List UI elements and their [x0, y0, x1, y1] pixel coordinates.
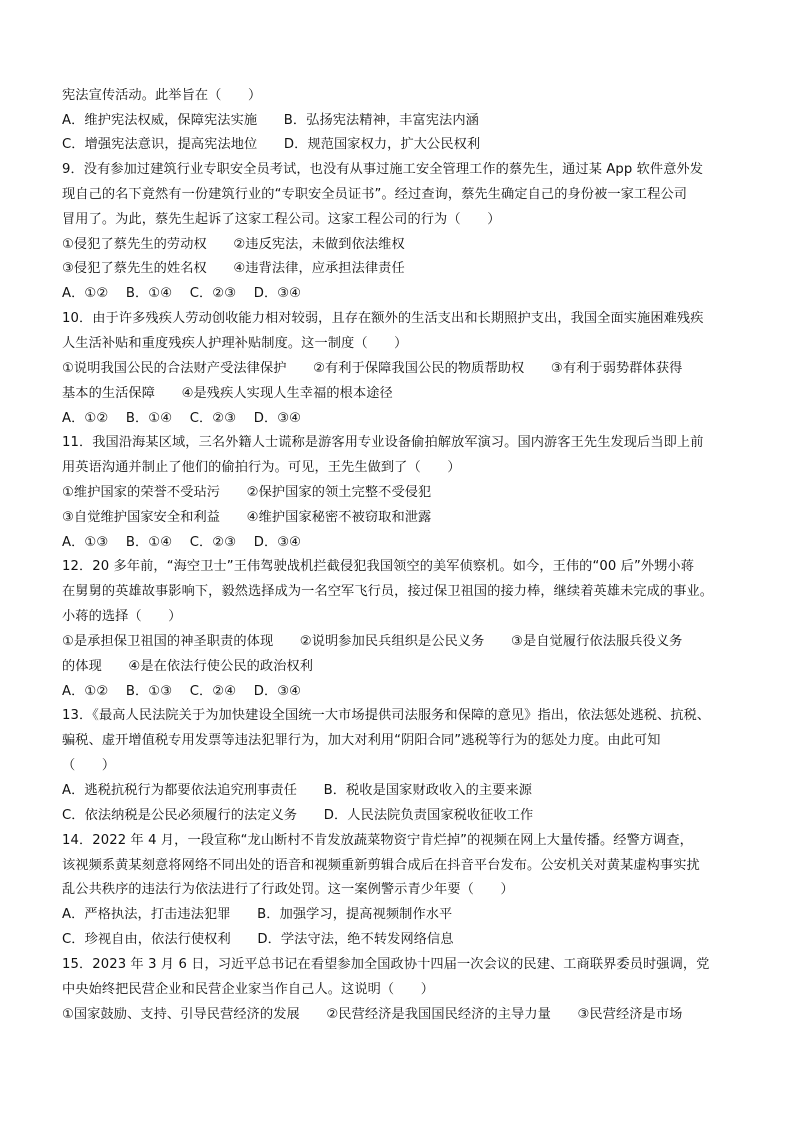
- option-line: A．维护宪法权威，保障宪法实施 B．弘扬宪法精神，丰富宪法内涵: [62, 113, 479, 128]
- statement-line: ①侵犯了蔡先生的劳动权 ②违反宪法，未做到依法维权: [62, 237, 405, 252]
- text-line: 在舅舅的英雄故事影响下，毅然选择成为一名空军飞行员，接过保卫祖国的接力棒，继续着英雄未完成的事业。: [62, 584, 714, 599]
- question-13: 13．《最高人民法院关于为加快建设全国统一大市场提供司法服务和保障的意见》指出，依法惩处逃税、抗税、: [62, 708, 711, 723]
- text-line: 冒用了。为此，蔡先生起诉了这家工程公司。这家工程公司的行为（ ）: [62, 212, 501, 227]
- statement-line: ①是承担保卫祖国的神圣职责的体现 ②说明参加民兵组织是公民义务 ③是自觉履行依法服兵役义务: [62, 634, 683, 649]
- option-line: A．①② B．①③ C．②④ D．③④: [62, 684, 302, 699]
- statement-line: 的体现 ④是在依法行使公民的政治权利: [62, 659, 314, 674]
- text-line: 人生活补贴和重度残疾人护理补贴制度。这一制度（ ）: [62, 336, 408, 351]
- option-line: A．逃税抗税行为都要依法追究刑事责任 B．税收是国家财政收入的主要来源: [62, 783, 533, 798]
- text-line: 中央始终把民营企业和民营企业家当作自己人。这说明（ ）: [62, 982, 435, 997]
- text-line: 乱公共秩序的违法行为依法进行了行政处罚。这一案例警示青少年要（ ）: [62, 882, 514, 897]
- question-12: 12．20 多年前，“海空卫士”王伟驾驶战机拦截侵犯我国领空的美军侦察机。如今，王伟的“00 后”外甥小蒋: [62, 559, 695, 574]
- statement-line: ①国家鼓励、支持、引导民营经济的发展 ②民营经济是我国国民经济的主导力量 ③民营经济是市场: [62, 1007, 683, 1022]
- text-line: 现自己的名下竟然有一份建筑行业的“专职安全员证书”。经过查询，蔡先生确定自己的身份被一家工程公司: [62, 187, 688, 202]
- question-14: 14．2022 年 4 月，一段宣称“龙山断村不肯发放蔬菜物资宁肯烂掉”的视频在网上大量传播。经警方调查，: [62, 833, 693, 848]
- text-line: 该视频系黄某刻意将网络不同出处的语音和视频重新剪辑合成后在抖音平台发布。公安机关对黄某虚构事实扰: [62, 858, 700, 873]
- statement-line: ③自觉维护国家安全和利益 ④维护国家秘密不被窃取和泄露: [62, 510, 432, 525]
- question-11: 11．我国沿海某区域，三名外籍人士谎称是游客用专业设备偷拍解放军演习。国内游客王先生发现后当即上前: [62, 435, 704, 450]
- text-line: （ ）: [62, 758, 116, 773]
- statement-line: ③侵犯了蔡先生的姓名权 ④违背法律，应承担法律责任: [62, 261, 405, 276]
- question-10: 10．由于许多残疾人劳动创收能力相对较弱，且存在额外的生活支出和长期照护支出，我国全面实施困难残疾: [62, 311, 704, 326]
- option-line: A．①② B．①④ C．②③ D．③④: [62, 411, 302, 426]
- statement-line: ①说明我国公民的合法财产受法律保护 ②有利于保障我国公民的物质帮助权 ③有利于弱势群体获得: [62, 361, 683, 376]
- option-line: C．珍视自由，依法行使权利 D．学法守法，绝不转发网络信息: [62, 932, 454, 947]
- statement-line: 基本的生活保障 ④是残疾人实现人生幸福的根本途径: [62, 386, 393, 401]
- option-line: A．①③ B．①④ C．②③ D．③④: [62, 535, 302, 550]
- text-line: 骗税、虚开增值税专用发票等违法犯罪行为，加大对利用“阴阳合同”逃税等行为的惩处力度。由此可知: [62, 733, 661, 748]
- text-line: 宪法宣传活动。此举旨在（ ）: [62, 88, 262, 103]
- question-9: 9．没有参加过建筑行业专职安全员考试，也没有从事过施工安全管理工作的蔡先生，通过某 App 软件意外发: [62, 162, 704, 177]
- option-line: C．增强宪法意识，提高宪法地位 D．规范国家权力，扩大公民权利: [62, 137, 481, 152]
- text-line: 用英语沟通并制止了他们的偷拍行为。可见，王先生做到了（ ）: [62, 460, 461, 475]
- option-line: C．依法纳税是公民必须履行的法定义务 D．人民法院负责国家税收征收工作: [62, 808, 534, 823]
- option-line: A．严格执法，打击违法犯罪 B．加强学习，提高视频制作水平: [62, 907, 453, 922]
- question-15: 15．2023 年 3 月 6 日，习近平总书记在看望参加全国政协十四届一次会议的民建、工商联界委员时强调，党: [62, 957, 710, 972]
- statement-line: ①维护国家的荣誉不受玷污 ②保护国家的领土完整不受侵犯: [62, 485, 432, 500]
- option-line: A．①② B．①④ C．②③ D．③④: [62, 286, 302, 301]
- text-line: 小蒋的选择（ ）: [62, 609, 182, 624]
